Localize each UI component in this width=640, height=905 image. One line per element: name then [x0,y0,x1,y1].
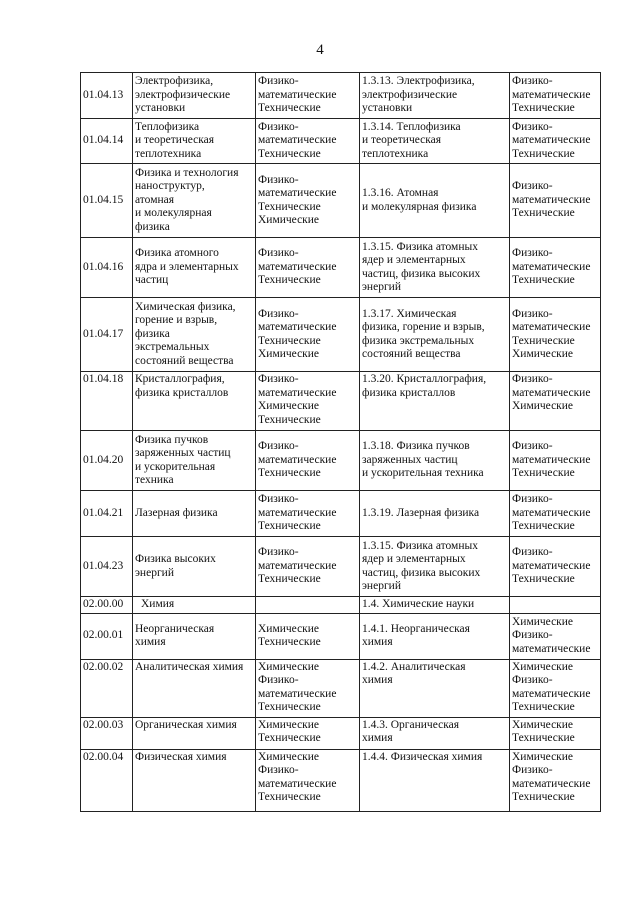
name-cell: Физика высоких энергий [133,537,256,597]
code-cell: 01.04.18 [81,372,133,431]
name-cell: Физика и технология наноструктур, атомная и молекулярная физика [133,164,256,238]
name-cell: Неорганическая химия [133,613,256,659]
name-cell: Физика атомного ядра и элементарных частиц [133,238,256,298]
branches-cell [256,597,360,614]
new-branches-cell: Химические Физико- математические Технические [510,749,601,811]
new-specialty-cell: 1.3.18. Физика пучков заряженных частиц и ускорительная техника [360,431,510,491]
new-specialty-cell: 1.4. Химические науки [360,597,510,614]
table-row [81,298,601,372]
table-row [81,659,601,717]
table-row [81,372,601,431]
code-cell: 02.00.00 [81,597,133,614]
new-specialty-cell: 1.3.15. Физика атомных ядер и элементарных частиц, физика высоких энергий [360,238,510,298]
name-cell: Физическая химия [133,749,256,811]
branches-cell: Физико- математические Технические [256,491,360,537]
table-row [81,119,601,164]
branches-cell: Физико- математические Технические Химические [256,298,360,372]
code-cell: 01.04.16 [81,238,133,298]
branches-cell: Физико- математические Технические [256,537,360,597]
new-specialty-cell: 1.3.13. Электрофизика, электрофизические установки [360,73,510,119]
new-specialty-cell: 1.3.16. Атомная и молекулярная физика [360,164,510,238]
code-cell: 01.04.14 [81,119,133,164]
code-cell: 02.00.01 [81,613,133,659]
code-cell: 01.04.20 [81,431,133,491]
code-cell: 02.00.04 [81,749,133,811]
name-cell: Электрофизика, электрофизические установки [133,73,256,119]
new-specialty-cell: 1.4.2. Аналитическая химия [360,659,510,717]
page-number: 4 [316,42,324,58]
new-branches-cell: Химические Технические [510,717,601,749]
table-row [81,749,601,811]
new-branches-cell: Физико- математические Технические [510,238,601,298]
code-cell: 02.00.03 [81,717,133,749]
table-row [81,73,601,119]
new-branches-cell: Физико- математические Технические [510,431,601,491]
name-cell: Лазерная физика [133,491,256,537]
code-cell: 02.00.02 [81,659,133,717]
branches-cell: Химические Физико- математические Технические [256,749,360,811]
branches-cell: Химические Технические [256,613,360,659]
new-specialty-cell: 1.3.20. Кристаллография, физика кристаллов [360,372,510,431]
table-row [81,491,601,537]
name-cell: Теплофизика и теоретическая теплотехника [133,119,256,164]
name-cell: Физика пучков заряженных частиц и ускорительная техника [133,431,256,491]
branches-cell: Физико- математические Технические [256,238,360,298]
new-specialty-cell: 1.3.19. Лазерная физика [360,491,510,537]
name-cell: Химия [133,597,256,614]
code-cell: 01.04.21 [81,491,133,537]
name-cell: Кристаллография, физика кристаллов [133,372,256,431]
new-branches-cell: Физико- математические Технические [510,491,601,537]
new-branches-cell: Физико- математические Технические [510,73,601,119]
table-row [81,537,601,597]
name-cell: Химическая физика, горение и взрыв, физика экстремальных состояний вещества [133,298,256,372]
table-row [81,597,601,614]
new-branches-cell: Химические Физико- математические [510,613,601,659]
new-branches-cell: Физико- математические Технические [510,119,601,164]
code-cell: 01.04.13 [81,73,133,119]
name-cell: Органическая химия [133,717,256,749]
new-specialty-cell: 1.3.14. Теплофизика и теоретическая теплотехника [360,119,510,164]
branches-cell: Физико- математические Технические Химические [256,164,360,238]
new-specialty-cell: 1.3.17. Химическая физика, горение и взрыв, физика экстремальных состояний вещества [360,298,510,372]
branches-cell: Физико- математические Химические Технические [256,372,360,431]
branches-cell: Физико- математические Технические [256,119,360,164]
code-cell: 01.04.15 [81,164,133,238]
branches-cell: Физико- математические Технические [256,431,360,491]
table-row [81,238,601,298]
table-row [81,717,601,749]
table-row [81,164,601,238]
new-specialty-cell: 1.4.1. Неорганическая химия [360,613,510,659]
new-branches-cell: Физико- математические Химические [510,372,601,431]
code-cell: 01.04.23 [81,537,133,597]
new-branches-cell: Физико- математические Технические [510,537,601,597]
branches-cell: Физико- математические Технические [256,73,360,119]
table-row [81,613,601,659]
branches-cell: Химические Технические [256,717,360,749]
specialty-table [80,72,601,812]
branches-cell: Химические Физико- математические Технические [256,659,360,717]
new-specialty-cell: 1.3.15. Физика атомных ядер и элементарных частиц, физика высоких энергий [360,537,510,597]
name-cell: Аналитическая химия [133,659,256,717]
new-branches-cell: Химические Физико- математические Технические [510,659,601,717]
code-cell: 01.04.17 [81,298,133,372]
new-specialty-cell: 1.4.4. Физическая химия [360,749,510,811]
new-specialty-cell: 1.4.3. Органическая химия [360,717,510,749]
new-branches-cell [510,597,601,614]
table-row [81,431,601,491]
new-branches-cell: Физико- математические Технические [510,164,601,238]
table-body [81,73,601,812]
new-branches-cell: Физико- математические Технические Химические [510,298,601,372]
